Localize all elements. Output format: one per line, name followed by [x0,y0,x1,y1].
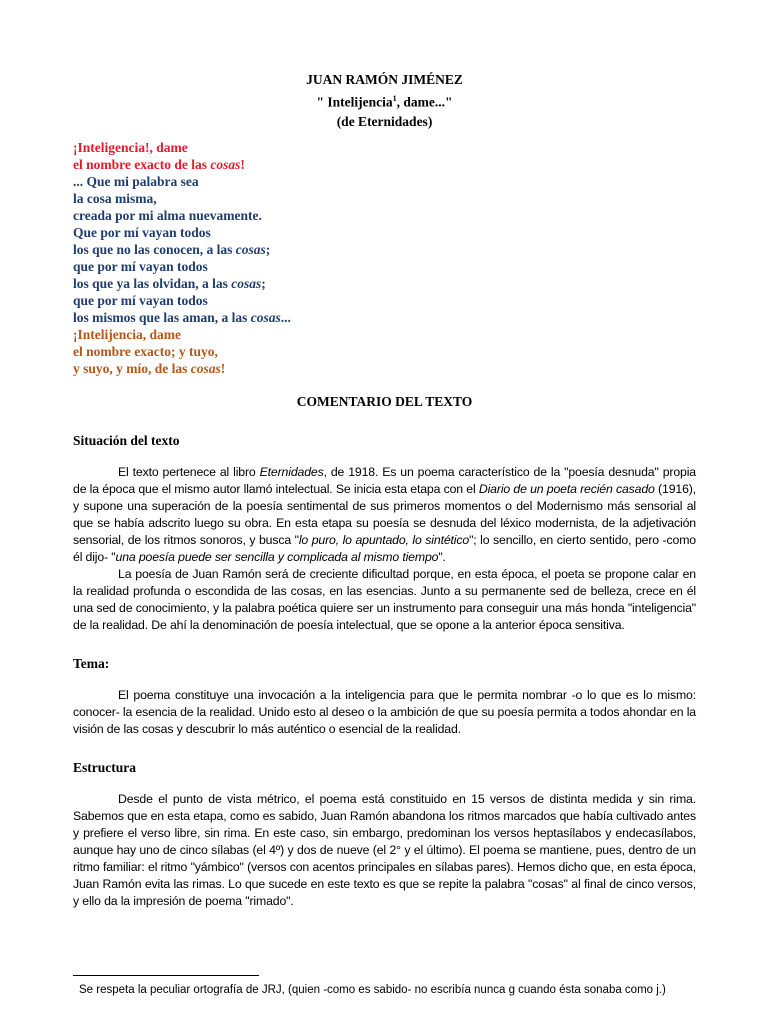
poem-line-9: los que ya las olvidan, a las cosas; [73,275,266,291]
document-page [73,70,696,910]
section-body-situacion [73,464,696,634]
footnote-text: Se respeta la peculiar ortografía de JRJ, (quien -como es sabido- no escribía nunca g cuando ésta sonaba como j.) [79,984,666,996]
poem-line-10: que por mí vayan todos [73,292,208,308]
poem-line-1: ¡Inteligencia!, dame [73,139,188,155]
poem-line-12: ¡Intelijencia, dame [73,326,181,342]
poem-line-4: la cosa misma, [73,190,157,206]
poem-line-8: que por mí vayan todos [73,258,208,274]
poem-line-5: creada por mi alma nuevamente. [73,207,262,223]
poem-line-14: y suyo, y mío, de las cosas! [73,360,226,376]
footnote-divider [73,975,259,976]
poem-source: (de Eternidades) [336,113,433,129]
section-title-tema: Tema: [73,655,110,671]
document-header [73,70,696,131]
poem-line-7: los que no las conocen, a las cosas; [73,241,271,257]
poem-line-11: los mismos que las aman, a las cosas... [73,309,291,325]
section-title-situacion: Situación del texto [73,432,180,448]
footnote-marker: 1 [392,94,397,103]
poem-line-13: el nombre exacto; y tuyo, [73,343,218,359]
poem-text [73,139,696,377]
paragraph: El texto pertenece al libro Eternidades, de 1918. Es un poema característico de la "poesía desnuda" propia de la época que el mismo autor llamó intelectual. Se inicia esta etapa con el Diario de un poeta recién casado (1916), y supone una superación de la poesía sentimental de sus primeros momentos o del Modernismo más sensorial al que se había adscrito luego su obra. En esta etapa su poesía se desnuda del léxico modernista, de la adjetivación sensorial, de los ritmos sonoros, y busca "lo puro, lo apuntado, lo sintético"; lo sencillo, en cierto sentido, pero -como él dijo- "una poesía puede ser sencilla y complicada al mismo tiempo". [73,464,696,564]
paragraph: El poema constituye una invocación a la inteligencia para que le permita nombrar -o lo que es lo mismo: conocer- la esencia de la realidad. Unido esto al deseo o la ambición de que su poesía permita a todos ahondar en la visión de las cosas y descubrir lo más auténtico o esencial de la realidad. [73,687,696,736]
paragraph: Desde el punto de vista métrico, el poema está constituido en 15 versos de distinta medida y sin rima. Sabemos que en esta etapa, como es sabido, Juan Ramón abandona los ritmos marcados que había cultivado antes y prefiere el verso libre, sin rima. En este caso, sin embargo, predominan los versos heptasílabos y endecasílabos, aunque hay uno de cinco sílabas (el 4º) y dos de nueve (el 2° y el último). El poema se mantiene, pues, dentro de un ritmo familiar: el ritmo "yámbico" (versos con acentos principales en sílabas pares). Hemos dicho que, en esta época, Juan Ramón evita las rimas. Lo que sucede en este texto es que se repite la palabra "cosas" al final de cinco versos, y ello da la impresión de poema "rimado". [73,791,696,908]
author-name: JUAN RAMÓN JIMÉNEZ [306,72,463,87]
section-title-estructura: Estructura [73,759,136,775]
poem-title: " Intelijencia$^1$, dame..." [316,94,453,110]
poem-line-6: Que por mí vayan todos [73,224,211,240]
paragraph: La poesía de Juan Ramón será de creciente dificultad porque, en esta época, el poeta se propone calar en la realidad profunda o escondida de las cosas, en las esencias. Junto a su permanente sed de belleza, crece en él una sed de conocimiento, y la palabra poética quiere ser un instrumento para conseguir una más honda "inteligencia" de la realidad. De ahí la denominación de poesía intelectual, que se opone a la anterior época sensitiva. [73,566,696,632]
section-body-tema [73,687,696,738]
section-body-estructura [73,791,696,910]
poem-line-3: ... Que mi palabra sea [73,173,199,189]
poem-line-2: el nombre exacto de las cosas! [73,156,245,172]
commentary-heading: COMENTARIO DEL TEXTO [296,393,473,409]
